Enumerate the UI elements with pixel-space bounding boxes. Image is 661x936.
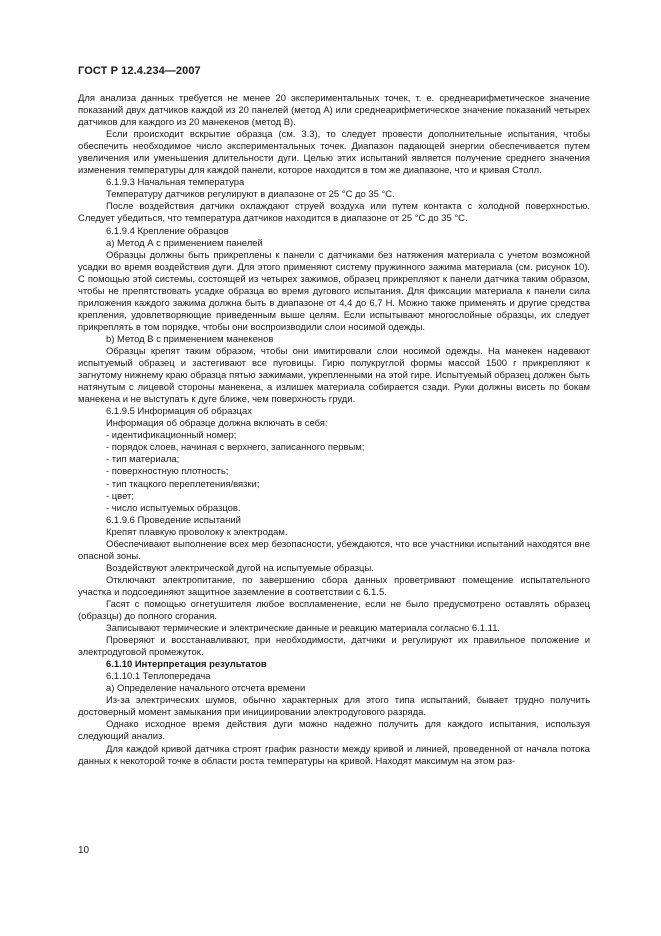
paragraph: 6.1.9.3 Начальная температура: [106, 177, 245, 189]
document-body: [78, 93, 590, 768]
paragraph: 6.1.10.1 Теплопередача: [106, 671, 211, 683]
paragraph: После воздействия датчики охлаждают струей воздуха или путем контакта с холодной поверхностью. Следует убедиться, что температура датчиков находится в диапазоне от 25 °С до 35 °С.: [78, 201, 590, 225]
paragraph: - число испытуемых образцов.: [106, 502, 241, 514]
paragraph: - идентификационный номер;: [106, 430, 237, 442]
paragraph: Температуру датчиков регулируют в диапазоне от 25 °С до 35 °С.: [106, 189, 395, 201]
paragraph: Гасят с помощью огнетушителя любое воспламенение, если не было предусмотрено оставлять образец (образцы) до полного сгорания.: [78, 598, 590, 623]
document-header: ГОСТ Р 12.4.234—2007: [78, 65, 201, 77]
paragraph: Воздействуют электрической дугой на испытуемые образцы.: [106, 562, 374, 574]
paragraph: 6.1.9.6 Проведение испытаний: [106, 514, 241, 526]
paragraph: - порядок слоев, начиная с верхнего, записанного первым;: [106, 442, 365, 454]
paragraph: - поверхностную плотность;: [106, 466, 229, 478]
paragraph: Если происходит вскрытие образца (см. 3.3), то следует провести дополнительные испытания, чтобы обеспечить необходимое число экспериментальных точек. Диапазон падающей энергии обеспечивается путем увеличения или уменьшения длительности дуги. Целью этих испытаний является получение среднего значения изменения температуры для каждой панели, которое находится в том же диапазоне, что и кривая Столл.: [78, 129, 590, 177]
paragraph: 6.1.9.4 Крепление образцов: [106, 225, 229, 237]
paragraph: Из-за электрических шумов, обычно характерных для этого типа испытаний, бывает трудно получить достоверный момент замыкания при инициировании электродугового разряда.: [78, 695, 590, 719]
paragraph: Информация об образце должна включать в себя:: [106, 418, 328, 430]
paragraph: Крепят плавкую проволоку к электродам.: [106, 526, 288, 538]
paragraph: Образцы должны быть прикреплены к панели с датчиками без натяжения материала с учетом возможной усадки во время воздействия дуги. Для этого применяют систему пружинного зажима материала (см. рисунок 10). С помощью этой системы, состоящей из четырех зажимов, образец прикрепляют к панели датчика таким образом, чтобы не препятствовать усадке образца во время дугового испытания. Для фиксации материала к панели сила приложения каждого зажима должна быть в диапазоне от 4,4 до 6,7 Н. Можно также применять и другие средства крепления, удовлетворяющие приведенным выше целям. Если испытывают многослойные образцы, их следует прикреплять в том порядке, чтобы они воспроизводили слои носимой одежды.: [78, 249, 590, 333]
paragraph: Образцы крепят таким образом, чтобы они имитировали слои носимой одежды. На манекен надевают испытуемый образец и застегивают все пуговицы. Гирю полукруглой формы массой 1500 г прикрепляют к загнутому нижнему краю образца пятью зажимами, укрепленными на этой гире. Испытуемый образец должен быть натянутым с лицевой стороны манекена, а излишек материала собирается сзади. Руки должны висеть по бокам манекена и не выступать к дуге ближе, чем поверхность груди.: [78, 345, 590, 406]
paragraph: Для анализа данных требуется не менее 20 экспериментальных точек, т. е. среднеарифметическое значение показаний двух датчиков каждой из 20 панелей (метод А) или среднеарифметическое значение показаний четырех датчиков для каждого из 20 манекенов (метод В).: [78, 93, 590, 129]
paragraph: Для каждой кривой датчика строят график разности между кривой и линией, проведенной от начала потока данных к некоторой точке в области роста температуры на кривой. Находят максимум на этом раз-: [78, 743, 590, 767]
paragraph: 6.1.10 Интерпретация результатов: [106, 659, 267, 671]
paragraph: Обеспечивают выполнение всех мер безопасности, убеждаются, что все участники испытаний находятся вне опасной зоны.: [78, 538, 590, 562]
paragraph: b) Метод В с применением манекенов: [106, 333, 274, 345]
page-number: 10: [78, 845, 90, 856]
paragraph: Отключают электропитание, по завершению сбора данных проветривают помещение испытательного участка и подсоединяют защитное заземление в соответствии с 6.1.5.: [78, 574, 590, 598]
paragraph: а) Определение начального отсчета времени: [106, 683, 306, 695]
paragraph: - тип ткацкого переплетения/вязки;: [106, 478, 260, 490]
paragraph: Записывают термические и электрические данные и реакцию материала согласно 6.1.11.: [106, 623, 501, 635]
paragraph: - тип материала;: [106, 454, 180, 466]
paragraph: Проверяют и восстанавливают, при необходимости, датчики и регулируют их правильное положение и электродуговой промежуток.: [78, 635, 590, 659]
paragraph: 6.1.9.5 Информация об образцах: [106, 406, 252, 418]
paragraph: Однако исходное время действия дуги можно надежно получить для каждого испытания, используя следующий анализ.: [78, 719, 590, 743]
paragraph: - цвет;: [106, 490, 134, 502]
paragraph: а) Метод А с применением панелей: [106, 237, 263, 249]
